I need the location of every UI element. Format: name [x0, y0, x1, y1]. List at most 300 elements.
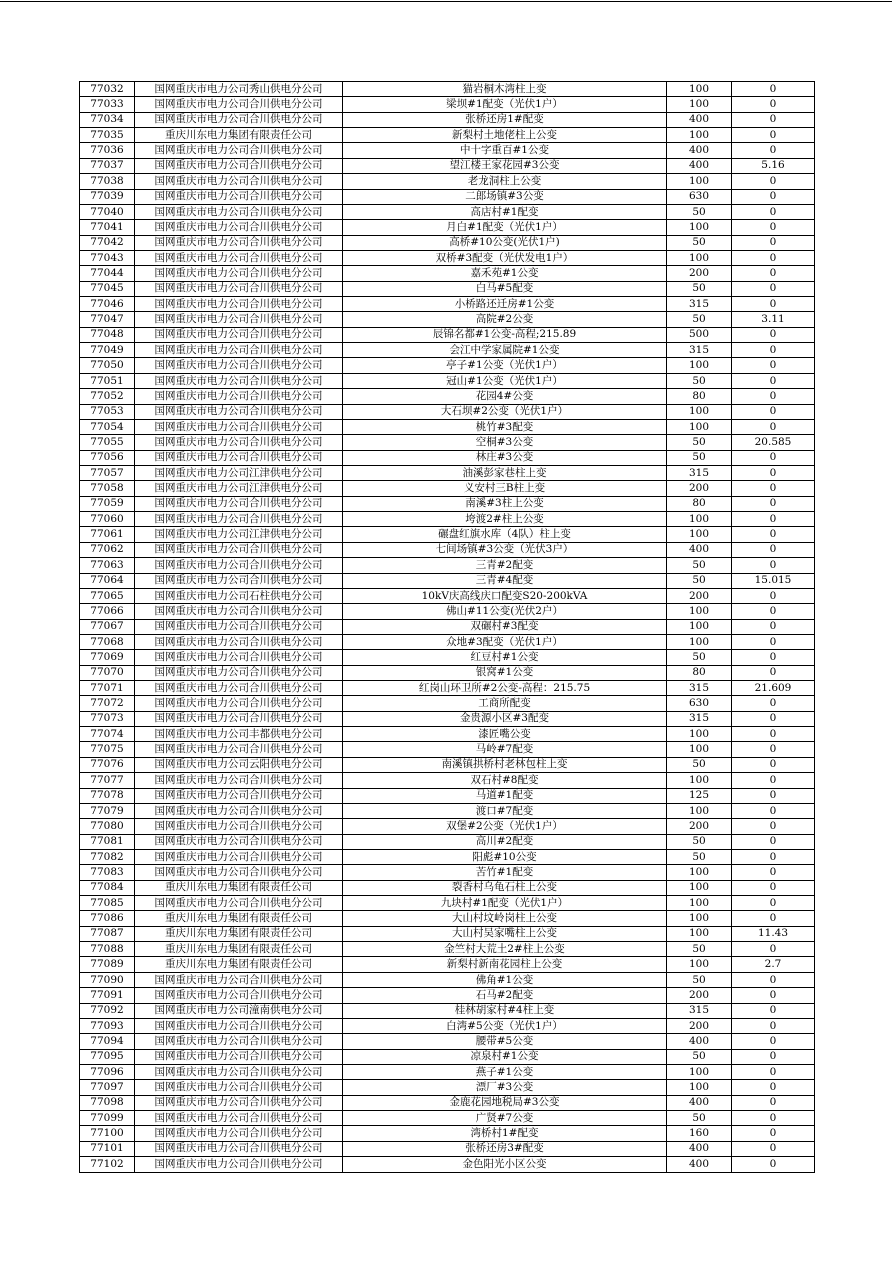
capacity-cell: 315: [667, 343, 732, 358]
capacity-cell: 315: [667, 681, 732, 696]
table-row: [80, 634, 815, 649]
capacity-cell: 100: [667, 727, 732, 742]
capacity-cell: 50: [667, 757, 732, 772]
transformer-name-cell: 老龙洞柱上公变: [343, 174, 667, 189]
value-cell: 0: [732, 619, 815, 634]
value-cell: 0: [732, 512, 815, 527]
row-id-cell: 77078: [80, 788, 135, 803]
value-cell: 3.11: [732, 312, 815, 327]
transformer-name-cell: 金竺村大荒土2#柱上公变: [343, 942, 667, 957]
company-cell: 重庆川东电力集团有限责任公司: [135, 128, 343, 143]
capacity-cell: 100: [667, 174, 732, 189]
capacity-cell: 50: [667, 204, 732, 219]
company-cell: 国网重庆市电力公司合川供电分公司: [135, 542, 343, 557]
company-cell: 国网重庆市电力公司合川供电分公司: [135, 665, 343, 680]
transformer-name-cell: 张桥还房3#配变: [343, 1141, 667, 1156]
company-cell: 重庆川东电力集团有限责任公司: [135, 926, 343, 941]
table-row: [80, 788, 815, 803]
row-id-cell: 77048: [80, 327, 135, 342]
row-id-cell: 77041: [80, 220, 135, 235]
capacity-cell: 100: [667, 880, 732, 895]
transformer-name-cell: 大石坝#2公变（光伏1户）: [343, 404, 667, 419]
capacity-cell: 50: [667, 1111, 732, 1126]
row-id-cell: 77065: [80, 588, 135, 603]
company-cell: 国网重庆市电力公司合川供电分公司: [135, 819, 343, 834]
table-row: [80, 696, 815, 711]
row-id-cell: 77085: [80, 896, 135, 911]
row-id-cell: 77036: [80, 143, 135, 158]
row-id-cell: 77043: [80, 250, 135, 265]
company-cell: 国网重庆市电力公司合川供电分公司: [135, 619, 343, 634]
row-id-cell: 77092: [80, 1003, 135, 1018]
transformer-name-cell: 猫岩桐木湾柱上变: [343, 82, 667, 97]
table-row: [80, 1065, 815, 1080]
capacity-cell: 50: [667, 235, 732, 250]
value-cell: 0: [732, 358, 815, 373]
row-id-cell: 77044: [80, 266, 135, 281]
company-cell: 国网重庆市电力公司合川供电分公司: [135, 988, 343, 1003]
value-cell: 0: [732, 496, 815, 511]
table-row: [80, 512, 815, 527]
value-cell: 0: [732, 650, 815, 665]
transformer-name-cell: 红岗山环卫所#2公变-高程：215.75: [343, 681, 667, 696]
capacity-cell: 100: [667, 1080, 732, 1095]
row-id-cell: 77097: [80, 1080, 135, 1095]
transformer-name-cell: 银窝#1公变: [343, 665, 667, 680]
transformer-name-cell: 广贤#7公变: [343, 1111, 667, 1126]
table-row: [80, 588, 815, 603]
company-cell: 国网重庆市电力公司石柱供电分公司: [135, 588, 343, 603]
capacity-cell: 80: [667, 665, 732, 680]
capacity-cell: 80: [667, 389, 732, 404]
row-id-cell: 77087: [80, 926, 135, 941]
capacity-cell: 200: [667, 266, 732, 281]
company-cell: 国网重庆市电力公司合川供电分公司: [135, 681, 343, 696]
transformer-name-cell: 佛角#1公变: [343, 972, 667, 987]
company-cell: 国网重庆市电力公司合川供电分公司: [135, 1157, 343, 1172]
company-cell: 国网重庆市电力公司合川供电分公司: [135, 1111, 343, 1126]
transformer-name-cell: 双碾村#3配变: [343, 619, 667, 634]
table-row: [80, 281, 815, 296]
table-row: [80, 1157, 815, 1172]
value-cell: 0: [732, 696, 815, 711]
value-cell: 0: [732, 204, 815, 219]
value-cell: 0: [732, 865, 815, 880]
value-cell: 0: [732, 220, 815, 235]
row-id-cell: 77056: [80, 450, 135, 465]
value-cell: 0: [732, 527, 815, 542]
capacity-cell: 100: [667, 128, 732, 143]
value-cell: 0: [732, 834, 815, 849]
table-body: [80, 82, 815, 1173]
capacity-cell: 100: [667, 911, 732, 926]
table-row: [80, 650, 815, 665]
row-id-cell: 77064: [80, 573, 135, 588]
value-cell: 0: [732, 281, 815, 296]
transformer-name-cell: 腰带#5公变: [343, 1034, 667, 1049]
table-row: [80, 742, 815, 757]
company-cell: 国网重庆市电力公司合川供电分公司: [135, 512, 343, 527]
company-cell: 国网重庆市电力公司合川供电分公司: [135, 189, 343, 204]
capacity-cell: 400: [667, 1034, 732, 1049]
value-cell: 0: [732, 450, 815, 465]
company-cell: 国网重庆市电力公司合川供电分公司: [135, 235, 343, 250]
row-id-cell: 77091: [80, 988, 135, 1003]
company-cell: 国网重庆市电力公司合川供电分公司: [135, 358, 343, 373]
page-top-rule: [0, 1, 892, 2]
table-row: [80, 803, 815, 818]
row-id-cell: 77040: [80, 204, 135, 219]
table-row: [80, 1049, 815, 1064]
row-id-cell: 77093: [80, 1018, 135, 1033]
row-id-cell: 77098: [80, 1095, 135, 1110]
row-id-cell: 77067: [80, 619, 135, 634]
transformer-name-cell: 望江楼王家花园#3公变: [343, 158, 667, 173]
capacity-cell: 100: [667, 1065, 732, 1080]
company-cell: 国网重庆市电力公司合川供电分公司: [135, 97, 343, 112]
capacity-cell: 50: [667, 373, 732, 388]
transformer-name-cell: 高桥#10公变(光伏1户): [343, 235, 667, 250]
company-cell: 国网重庆市电力公司秀山供电分公司: [135, 82, 343, 97]
company-cell: 国网重庆市电力公司江津供电分公司: [135, 527, 343, 542]
table-row: [80, 1095, 815, 1110]
transformer-name-cell: 双石村#8配变: [343, 773, 667, 788]
company-cell: 国网重庆市电力公司合川供电分公司: [135, 604, 343, 619]
value-cell: 0: [732, 1065, 815, 1080]
company-cell: 国网重庆市电力公司潼南供电分公司: [135, 1003, 343, 1018]
table-row: [80, 1141, 815, 1156]
table-row: [80, 1111, 815, 1126]
company-cell: 国网重庆市电力公司合川供电分公司: [135, 281, 343, 296]
table-row: [80, 419, 815, 434]
table-row: [80, 542, 815, 557]
company-cell: 国网重庆市电力公司合川供电分公司: [135, 266, 343, 281]
value-cell: 0: [732, 82, 815, 97]
row-id-cell: 77088: [80, 942, 135, 957]
table-row: [80, 1080, 815, 1095]
company-cell: 国网重庆市电力公司合川供电分公司: [135, 634, 343, 649]
row-id-cell: 77094: [80, 1034, 135, 1049]
company-cell: 国网重庆市电力公司合川供电分公司: [135, 450, 343, 465]
table-row: [80, 834, 815, 849]
capacity-cell: 100: [667, 97, 732, 112]
company-cell: 国网重庆市电力公司合川供电分公司: [135, 773, 343, 788]
company-cell: 重庆川东电力集团有限责任公司: [135, 911, 343, 926]
value-cell: 0: [732, 97, 815, 112]
company-cell: 国网重庆市电力公司合川供电分公司: [135, 972, 343, 987]
transformer-name-cell: 梁坝#1配变（光伏1户）: [343, 97, 667, 112]
transformer-name-cell: 高川#2配变: [343, 834, 667, 849]
value-cell: 0: [732, 465, 815, 480]
transformer-name-cell: 工商所配变: [343, 696, 667, 711]
capacity-cell: 100: [667, 773, 732, 788]
value-cell: 0: [732, 1080, 815, 1095]
company-cell: 国网重庆市电力公司合川供电分公司: [135, 650, 343, 665]
row-id-cell: 77084: [80, 880, 135, 895]
company-cell: 国网重庆市电力公司合川供电分公司: [135, 419, 343, 434]
value-cell: 0: [732, 1157, 815, 1172]
table-row: [80, 1018, 815, 1033]
transformer-name-cell: 会江中学家属院#1公变: [343, 343, 667, 358]
value-cell: 0: [732, 189, 815, 204]
value-cell: 0: [732, 404, 815, 419]
company-cell: 国网重庆市电力公司合川供电分公司: [135, 834, 343, 849]
row-id-cell: 77033: [80, 97, 135, 112]
transformer-name-cell: 亭子#1公变（光伏1户）: [343, 358, 667, 373]
value-cell: 0: [732, 803, 815, 818]
capacity-cell: 50: [667, 834, 732, 849]
value-cell: 0: [732, 128, 815, 143]
table-row: [80, 465, 815, 480]
row-id-cell: 77035: [80, 128, 135, 143]
transformer-name-cell: 新梨村新南花园柱上公变: [343, 957, 667, 972]
row-id-cell: 77073: [80, 711, 135, 726]
capacity-cell: 100: [667, 220, 732, 235]
capacity-cell: 160: [667, 1126, 732, 1141]
transformer-name-cell: 空桐#3公变: [343, 435, 667, 450]
row-id-cell: 77042: [80, 235, 135, 250]
value-cell: 0: [732, 419, 815, 434]
table-row: [80, 527, 815, 542]
value-cell: 0: [732, 972, 815, 987]
transformer-name-cell: 嘉禾苑#1公变: [343, 266, 667, 281]
table-row: [80, 988, 815, 1003]
table-row: [80, 343, 815, 358]
table-row: [80, 1126, 815, 1141]
capacity-cell: 100: [667, 82, 732, 97]
value-cell: 0: [732, 1003, 815, 1018]
company-cell: 重庆川东电力集团有限责任公司: [135, 957, 343, 972]
table-row: [80, 573, 815, 588]
capacity-cell: 100: [667, 865, 732, 880]
company-cell: 国网重庆市电力公司江津供电分公司: [135, 481, 343, 496]
company-cell: 国网重庆市电力公司合川供电分公司: [135, 849, 343, 864]
capacity-cell: 630: [667, 189, 732, 204]
company-cell: 国网重庆市电力公司合川供电分公司: [135, 343, 343, 358]
value-cell: 0: [732, 911, 815, 926]
company-cell: 国网重庆市电力公司合川供电分公司: [135, 174, 343, 189]
transformer-name-cell: 张桥还房1#配变: [343, 112, 667, 127]
capacity-cell: 400: [667, 158, 732, 173]
company-cell: 国网重庆市电力公司合川供电分公司: [135, 404, 343, 419]
table-row: [80, 450, 815, 465]
table-row: [80, 880, 815, 895]
row-id-cell: 77082: [80, 849, 135, 864]
transformer-name-cell: 双桥#3配变（光伏发电1户）: [343, 250, 667, 265]
table-row: [80, 1034, 815, 1049]
transformer-name-cell: 大山村坟岭岗柱上公变: [343, 911, 667, 926]
company-cell: 国网重庆市电力公司合川供电分公司: [135, 496, 343, 511]
transformer-name-cell: 九块村#1配变（光伏1户）: [343, 896, 667, 911]
table-row: [80, 327, 815, 342]
transformer-name-cell: 月白#1配变（光伏1户）: [343, 220, 667, 235]
capacity-cell: 50: [667, 650, 732, 665]
capacity-cell: 100: [667, 926, 732, 941]
value-cell: 0: [732, 297, 815, 312]
row-id-cell: 77077: [80, 773, 135, 788]
table-row: [80, 189, 815, 204]
capacity-cell: 100: [667, 358, 732, 373]
company-cell: 国网重庆市电力公司合川供电分公司: [135, 711, 343, 726]
transformer-name-cell: 10kV庆高线庆口配变S20-200kVA: [343, 588, 667, 603]
company-cell: 国网重庆市电力公司合川供电分公司: [135, 1065, 343, 1080]
capacity-cell: 400: [667, 112, 732, 127]
table-row: [80, 266, 815, 281]
table-row: [80, 112, 815, 127]
table-row: [80, 757, 815, 772]
row-id-cell: 77039: [80, 189, 135, 204]
company-cell: 国网重庆市电力公司合川供电分公司: [135, 143, 343, 158]
capacity-cell: 100: [667, 512, 732, 527]
capacity-cell: 400: [667, 542, 732, 557]
capacity-cell: 50: [667, 972, 732, 987]
transformer-name-cell: 油溪彭家巷柱上变: [343, 465, 667, 480]
table-row: [80, 558, 815, 573]
row-id-cell: 77075: [80, 742, 135, 757]
row-id-cell: 77074: [80, 727, 135, 742]
transformer-name-cell: 义安村三B柱上变: [343, 481, 667, 496]
transformer-name-cell: 佛山#11公变(光伏2户）: [343, 604, 667, 619]
capacity-cell: 200: [667, 1018, 732, 1033]
value-cell: 0: [732, 343, 815, 358]
row-id-cell: 77049: [80, 343, 135, 358]
capacity-cell: 100: [667, 957, 732, 972]
value-cell: 0: [732, 542, 815, 557]
value-cell: 2.7: [732, 957, 815, 972]
transformer-name-cell: 垮渡2#柱上公变: [343, 512, 667, 527]
transformer-name-cell: 七间场镇#3公变（光伏3户）: [343, 542, 667, 557]
row-id-cell: 77070: [80, 665, 135, 680]
table-row: [80, 435, 815, 450]
table-row: [80, 174, 815, 189]
table-row: [80, 681, 815, 696]
row-id-cell: 77072: [80, 696, 135, 711]
table-row: [80, 235, 815, 250]
transformer-name-cell: 林庄#3公变: [343, 450, 667, 465]
transformer-name-cell: 高院#2公变: [343, 312, 667, 327]
table-row: [80, 250, 815, 265]
company-cell: 国网重庆市电力公司合川供电分公司: [135, 558, 343, 573]
capacity-cell: 100: [667, 604, 732, 619]
capacity-cell: 200: [667, 588, 732, 603]
capacity-cell: 80: [667, 496, 732, 511]
transformer-name-cell: 渡口#7配变: [343, 803, 667, 818]
value-cell: 0: [732, 727, 815, 742]
value-cell: 11.43: [732, 926, 815, 941]
row-id-cell: 77069: [80, 650, 135, 665]
capacity-cell: 100: [667, 250, 732, 265]
row-id-cell: 77052: [80, 389, 135, 404]
company-cell: 国网重庆市电力公司合川供电分公司: [135, 803, 343, 818]
value-cell: 0: [732, 942, 815, 957]
value-cell: 21.609: [732, 681, 815, 696]
table-row: [80, 143, 815, 158]
table-row: [80, 604, 815, 619]
transformer-name-cell: 漆匠嘴公变: [343, 727, 667, 742]
capacity-cell: 50: [667, 435, 732, 450]
transformer-name-cell: 白湾#5公变（光伏1户）: [343, 1018, 667, 1033]
transformer-name-cell: 裂香村乌龟石柱上公变: [343, 880, 667, 895]
table-row: [80, 727, 815, 742]
transformer-name-cell: 新梨村土地佬柱上公变: [343, 128, 667, 143]
row-id-cell: 77101: [80, 1141, 135, 1156]
value-cell: 15.015: [732, 573, 815, 588]
row-id-cell: 77062: [80, 542, 135, 557]
row-id-cell: 77102: [80, 1157, 135, 1172]
row-id-cell: 77034: [80, 112, 135, 127]
transformer-name-cell: 小桥路还迁房#1公变: [343, 297, 667, 312]
row-id-cell: 77055: [80, 435, 135, 450]
transformer-name-cell: 南溪镇拱桥村老林包柱上变: [343, 757, 667, 772]
row-id-cell: 77057: [80, 465, 135, 480]
value-cell: 0: [732, 1095, 815, 1110]
table-row: [80, 972, 815, 987]
company-cell: 国网重庆市电力公司合川供电分公司: [135, 158, 343, 173]
capacity-cell: 630: [667, 696, 732, 711]
row-id-cell: 77095: [80, 1049, 135, 1064]
table-row: [80, 312, 815, 327]
value-cell: 0: [732, 389, 815, 404]
row-id-cell: 77080: [80, 819, 135, 834]
company-cell: 国网重庆市电力公司合川供电分公司: [135, 297, 343, 312]
row-id-cell: 77045: [80, 281, 135, 296]
row-id-cell: 77083: [80, 865, 135, 880]
row-id-cell: 77038: [80, 174, 135, 189]
row-id-cell: 77058: [80, 481, 135, 496]
capacity-cell: 50: [667, 1049, 732, 1064]
company-cell: 国网重庆市电力公司合川供电分公司: [135, 373, 343, 388]
table-row: [80, 665, 815, 680]
row-id-cell: 77081: [80, 834, 135, 849]
row-id-cell: 77076: [80, 757, 135, 772]
table-row: [80, 619, 815, 634]
company-cell: 国网重庆市电力公司合川供电分公司: [135, 389, 343, 404]
capacity-cell: 50: [667, 558, 732, 573]
capacity-cell: 200: [667, 988, 732, 1003]
capacity-cell: 100: [667, 404, 732, 419]
transformer-name-cell: 双堡#2公变（光伏1户）: [343, 819, 667, 834]
table-row: [80, 911, 815, 926]
table-row: [80, 158, 815, 173]
value-cell: 0: [732, 757, 815, 772]
table-row: [80, 358, 815, 373]
capacity-cell: 50: [667, 450, 732, 465]
company-cell: 国网重庆市电力公司合川供电分公司: [135, 696, 343, 711]
value-cell: 0: [732, 266, 815, 281]
company-cell: 国网重庆市电力公司合川供电分公司: [135, 327, 343, 342]
capacity-cell: 200: [667, 819, 732, 834]
row-id-cell: 77051: [80, 373, 135, 388]
row-id-cell: 77059: [80, 496, 135, 511]
capacity-cell: 315: [667, 1003, 732, 1018]
capacity-cell: 315: [667, 711, 732, 726]
value-cell: 0: [732, 849, 815, 864]
transformer-name-cell: 漂厂#3公变: [343, 1080, 667, 1095]
company-cell: 国网重庆市电力公司合川供电分公司: [135, 250, 343, 265]
row-id-cell: 77053: [80, 404, 135, 419]
capacity-cell: 100: [667, 634, 732, 649]
company-cell: 国网重庆市电力公司合川供电分公司: [135, 204, 343, 219]
company-cell: 国网重庆市电力公司丰都供电分公司: [135, 727, 343, 742]
capacity-cell: 315: [667, 297, 732, 312]
row-id-cell: 77054: [80, 419, 135, 434]
row-id-cell: 77047: [80, 312, 135, 327]
transformer-name-cell: 二郎场镇#3公变: [343, 189, 667, 204]
value-cell: 0: [732, 174, 815, 189]
table-row: [80, 373, 815, 388]
transformer-name-cell: 碾盘红旗水库（4队）柱上变: [343, 527, 667, 542]
company-cell: 国网重庆市电力公司江津供电分公司: [135, 465, 343, 480]
